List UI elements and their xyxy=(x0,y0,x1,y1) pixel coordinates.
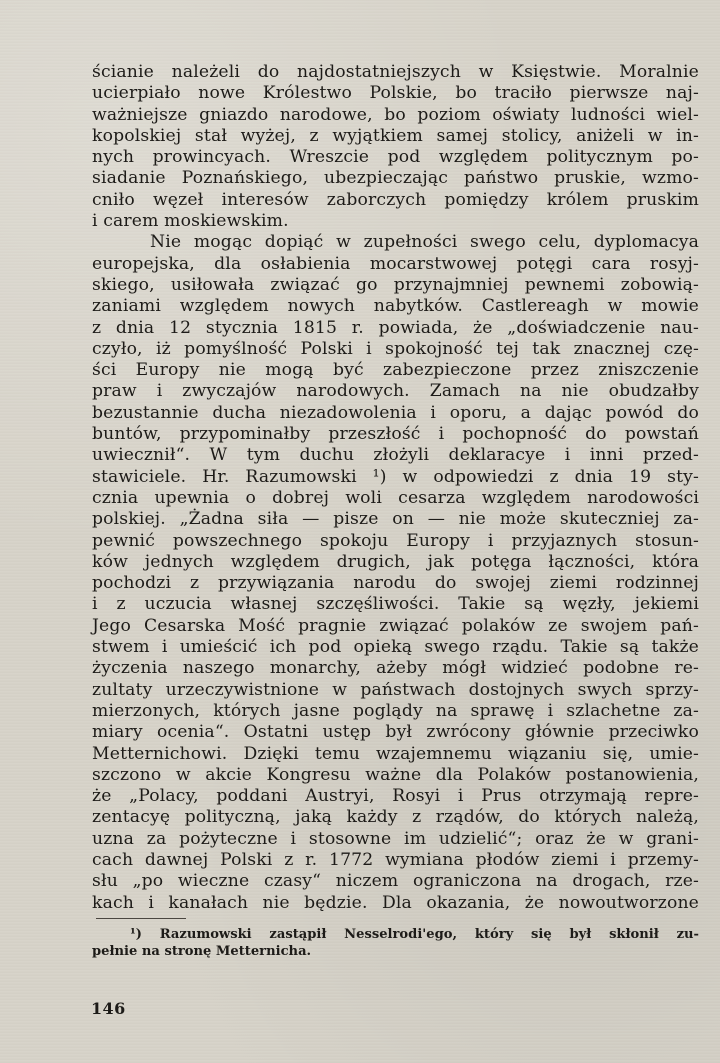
body-line: ucierpiało nowe Królestwo Polskie, bo traciło pierwsze naj- xyxy=(92,83,699,104)
body-line: z dnia 12 stycznia 1815 r. powiada, że „doświadczenie nau- xyxy=(92,317,699,338)
body-line: miary ocenia“. Ostatni ustęp był zwrócony głównie przeciwko xyxy=(92,722,699,743)
footnote-line: pełnie na stronę Metternicha. xyxy=(92,944,312,959)
footnote-line: ¹) Razumowski zastąpił Nesselrodi'ego, który się był skłonił zu- xyxy=(130,927,699,942)
body-line: mierzonych, których jasne poglądy na sprawę i szlachetne za- xyxy=(92,700,699,721)
body-line: pochodzi z przywiązania narodu do swojej ziemi rodzinnej xyxy=(92,573,699,594)
body-line: buntów, przypominałby przeszłość i pochopność do powstań xyxy=(92,424,699,445)
body-line: stawiciele. Hr. Razumowski ¹) w odpowiedzi z dnia 19 sty- xyxy=(92,466,699,487)
body-line: życzenia naszego monarchy, ażeby mógł widzieć podobne re- xyxy=(92,658,699,679)
body-line: kopolskiej stał wyżej, z wyjątkiem samej stolicy, aniżeli w in- xyxy=(92,125,699,146)
body-line: czyło, iż pomyślność Polski i spokojność tej tak znacznej czę- xyxy=(92,338,699,359)
body-line: stwem i umieścić ich pod opieką swego rządu. Takie są także xyxy=(92,637,699,658)
body-line: że „Polacy, poddani Austryi, Rosyi i Prus otrzymają repre- xyxy=(92,786,699,807)
body-text xyxy=(92,62,699,914)
body-line: Jego Cesarska Mość pragnie związać polaków ze swojem pań- xyxy=(92,615,699,636)
body-line: cach dawnej Polski z r. 1772 wymiana płodów ziemi i przemy- xyxy=(92,849,699,870)
body-line: i carem moskiewskim. xyxy=(92,211,289,232)
body-line: słu „po wieczne czasy“ niczem ograniczona na drogach, rze- xyxy=(92,871,699,892)
body-line: uzna za pożyteczne i stosowne im udzielić“; oraz że w grani- xyxy=(92,828,699,849)
body-line: polskiej. „Żadna siła — pisze on — nie może skuteczniej za- xyxy=(92,509,699,530)
body-line: ścianie należeli do najdostatniejszych w Księstwie. Moralnie xyxy=(92,62,699,82)
footnote-divider xyxy=(96,918,186,919)
body-line: cznia upewnia o dobrej woli cesarza względem narodowości xyxy=(92,487,699,508)
body-line: Metternichowi. Dzięki temu wzajemnemu wiązaniu się, umie- xyxy=(92,743,699,764)
body-line: skiego, usiłowała związać go przynajmniej pewnemi zobowią- xyxy=(92,274,699,295)
body-line: ków jednych względem drugich, jak potęga łączności, która xyxy=(92,551,699,572)
body-line: zaniami względem nowych nabytków. Castlereagh w mowie xyxy=(92,296,699,317)
footnote xyxy=(92,926,699,960)
body-line: i z uczucia własnej szczęśliwości. Takie są węzły, jekiemi xyxy=(92,594,699,615)
body-line: zentacyę polityczną, jaką każdy z rządów, do których należą, xyxy=(92,807,699,828)
body-line: szczono w akcie Kongresu ważne dla Polaków postanowienia, xyxy=(92,764,699,785)
body-line: kach i kanałach nie będzie. Dla okazania, że nowoutworzone xyxy=(92,892,699,913)
body-line: uwiecznił“. W tym duchu złożyli deklaracye i inni przed- xyxy=(92,445,699,466)
body-line: zultaty urzeczywistnione w państwach dostojnych swych sprzy- xyxy=(92,679,699,700)
body-line: ści Europy nie mogą być zabezpieczone przez zniszczenie xyxy=(92,360,699,381)
body-line: Nie mogąc dopiąć w zupełności swego celu, dyplomacya xyxy=(150,232,699,253)
body-line: praw i zwyczajów narodowych. Zamach na nie obudzałby xyxy=(92,381,699,402)
body-line: bezustannie ducha niezadowolenia i oporu, a dając powód do xyxy=(92,402,699,423)
body-line: europejska, dla osłabienia mocarstwowej potęgi cara rosyj- xyxy=(92,253,699,274)
page-number: 146 xyxy=(91,999,126,1018)
body-line: cniło węzeł interesów zaborczych pomiędzy królem pruskim xyxy=(92,189,699,210)
body-line: pewnić powszechnego spokoju Europy i przyjaznych stosun- xyxy=(92,530,699,551)
body-line: nych prowincyach. Wreszcie pod względem politycznym po- xyxy=(92,147,699,168)
body-line: ważniejsze gniazdo narodowe, bo poziom oświaty ludności wiel- xyxy=(92,104,699,125)
body-line: siadanie Poznańskiego, ubezpieczając państwo pruskie, wzmo- xyxy=(92,168,699,189)
